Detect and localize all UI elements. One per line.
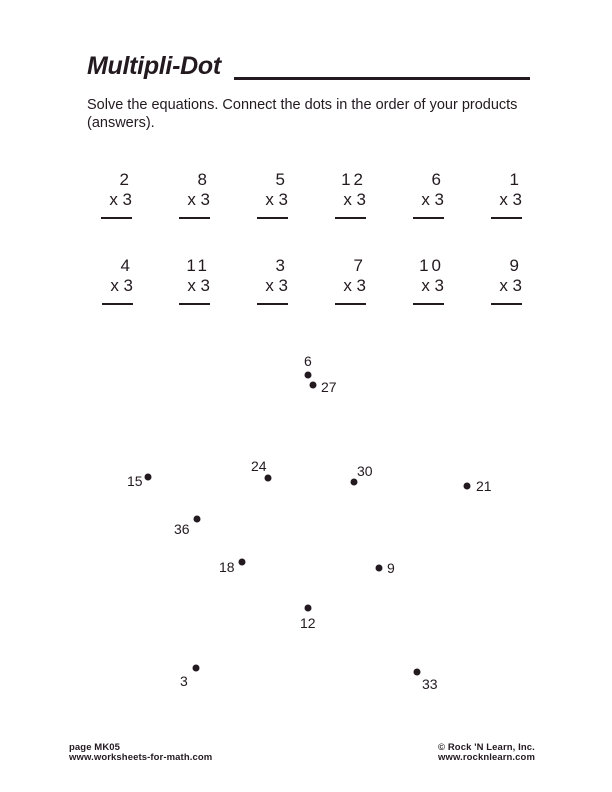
multiplier: x 3 [109,190,132,209]
worksheet-title: Multipli-Dot [87,52,221,80]
answer-line [413,217,444,219]
problem [179,170,215,220]
multiplier: x 3 [343,276,366,295]
dot-6[interactable] [305,372,312,379]
multiplier: x 3 [421,190,444,209]
instructions: Solve the equations. Connect the dots in the order of your products (answers). [87,97,518,131]
dot-label: 36 [174,521,190,537]
dot-3[interactable] [193,665,200,672]
multiplicand: 3 [275,256,288,275]
problem [413,170,449,220]
page-id: page MK05 [69,742,121,753]
problem [491,256,527,306]
problem [257,170,293,220]
dot-label: 27 [321,379,337,395]
multiplicand: 5 [275,170,288,189]
multiplier: x 3 [110,276,133,295]
answer-line [257,303,288,305]
multiplier: x 3 [187,190,210,209]
multiplicand: 10 [419,256,444,275]
dot-label: 12 [300,615,316,631]
dot-21[interactable] [464,483,471,490]
footer-left [69,743,212,763]
dot-label: 21 [476,478,492,494]
publisher-site-link[interactable]: www.rocknlearn.com [438,752,536,763]
multiplier: x 3 [187,276,210,295]
dot-label: 18 [219,559,235,575]
multiplier: x 3 [265,190,288,209]
dot-label: 6 [304,353,312,369]
dot-12[interactable] [305,605,312,612]
problem [335,170,371,220]
answer-line [335,217,366,219]
dot-label: 15 [127,473,143,489]
worksheet-site-link[interactable]: www.worksheets-for-math.com [69,752,213,763]
dot-33[interactable] [414,669,421,676]
multiplier: x 3 [421,276,444,295]
dot-18[interactable] [239,559,246,566]
problem [179,256,215,306]
problem [491,170,527,220]
multiplicand: 7 [353,256,366,275]
dot-9[interactable] [376,565,383,572]
problem [335,256,371,306]
answer-line [179,217,210,219]
dot-label: 33 [422,676,438,692]
problem [102,256,138,306]
answer-line [257,217,288,219]
multiplicand: 8 [197,170,210,189]
dot-27[interactable] [310,382,317,389]
multiplicand: 12 [341,170,366,189]
dot-label: 24 [251,458,267,474]
answer-line [491,303,522,305]
answer-line [179,303,210,305]
name-line [234,77,530,80]
multiplicand: 1 [509,170,522,189]
multiplicand: 9 [509,256,522,275]
multiplicand: 4 [120,256,133,275]
multiplicand: 6 [431,170,444,189]
answer-line [491,217,522,219]
answer-line [335,303,366,305]
dot-24[interactable] [265,475,272,482]
title-row [87,52,531,82]
answer-line [413,303,444,305]
answer-line [101,217,132,219]
multiplier: x 3 [499,276,522,295]
multiplicand: 11 [186,256,210,275]
answer-line [102,303,133,305]
multiplier: x 3 [499,190,522,209]
copyright: © Rock 'N Learn, Inc. [438,742,535,753]
dot-36[interactable] [194,516,201,523]
dot-label: 9 [387,560,395,576]
problem [257,256,293,306]
problem [413,256,449,306]
footer-right [438,743,535,763]
multiplier: x 3 [343,190,366,209]
dot-label: 3 [180,673,188,689]
dot-label: 30 [357,463,373,479]
multiplicand: 2 [119,170,132,189]
dot-30[interactable] [351,479,358,486]
multiplier: x 3 [265,276,288,295]
problem [101,170,137,220]
dot-15[interactable] [145,474,152,481]
